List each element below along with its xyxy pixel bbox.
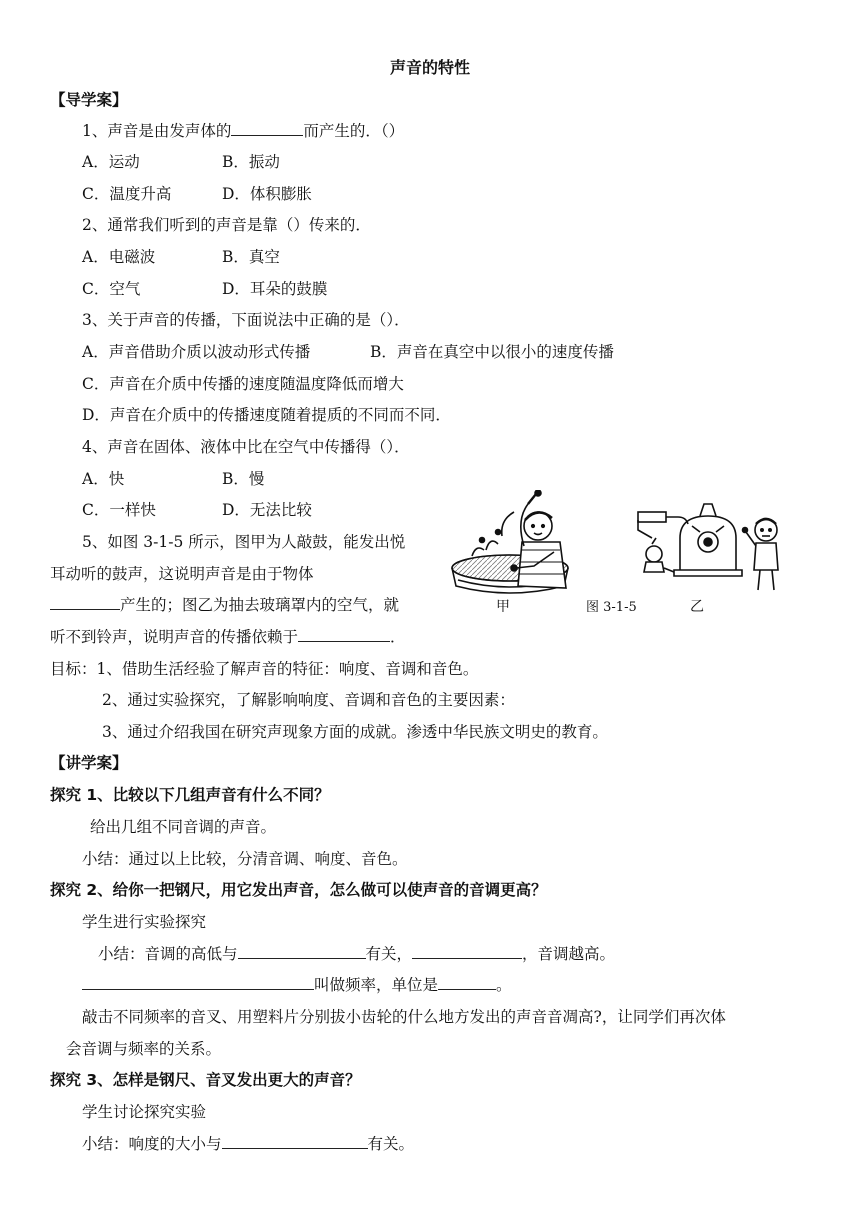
question-5-line-1: 5、如图 3-1-5 所示，图甲为人敲鼓，能发出悦 <box>82 533 406 551</box>
figure-label-jia: 甲 <box>496 599 510 612</box>
figure-3-1-5 <box>442 490 804 612</box>
answer-blank[interactable] <box>82 975 314 990</box>
q4-option-b: B．慢 <box>222 470 265 488</box>
inquiry-3-heading: 探究 3、怎样是钢尺、音叉发出更大的声音？ <box>50 1071 361 1089</box>
q1-option-c: C．温度升高 <box>82 185 172 203</box>
inquiry-3-summary-start: 小结：响度的大小与 <box>82 1135 222 1153</box>
question-5-line-2: 耳动听的鼓声，这说明声音是由于物体 <box>50 565 314 583</box>
answer-blank[interactable] <box>231 121 303 136</box>
question-3: 3、关于声音的传播，下面说法中正确的是（）． <box>82 311 410 329</box>
q1-option-a: A．运动 <box>82 153 140 171</box>
q3-option-b: B．声音在真空中以很小的速度传播 <box>370 343 614 361</box>
inquiry-2-summary-end: ，音调越高。 <box>522 945 616 963</box>
inquiry-2-summary-mid: 有关， <box>365 945 413 963</box>
inquiry-2-frequency <box>82 975 512 995</box>
bell-jar-illustration <box>638 504 778 590</box>
q4-option-c: C．一样快 <box>82 501 156 519</box>
inquiry-2-summary <box>98 944 615 964</box>
inquiry-2-paragraph-2: 会音调与频率的关系。 <box>66 1040 222 1058</box>
goal-2: 2、通过实验探究，了解影响响度、音调和音色的主要因素： <box>102 691 515 709</box>
page-title: 声音的特性 <box>389 58 470 77</box>
figure-caption: 图 3-1-5 <box>586 600 637 612</box>
answer-blank[interactable] <box>438 975 496 990</box>
q1-option-d: D．体积膨胀 <box>222 185 312 203</box>
question-2: 2、通常我们听到的声音是靠（）传来的． <box>82 216 371 234</box>
question-1-stem-start: 1、声音是由发声体的 <box>82 122 232 140</box>
inquiry-3-summary <box>82 1134 414 1154</box>
question-5-line-4-end: ． <box>390 628 406 646</box>
inquiry-1-summary: 小结：通过以上比较，分清音调、响度、音色。 <box>82 850 408 868</box>
q2-option-a: A．电磁波 <box>82 248 156 266</box>
question-5-line-4 <box>50 627 406 647</box>
question-1 <box>82 121 404 141</box>
q3-option-a: A．声音借助介质以波动形式传播 <box>82 343 311 361</box>
figure-illustration <box>442 490 804 612</box>
inquiry-2-frequency-text: 叫做频率，单位是 <box>314 976 439 994</box>
question-5-line-3-text: 产生的；图乙为抽去玻璃罩内的空气，就 <box>120 596 400 614</box>
q4-option-a: A．快 <box>82 470 125 488</box>
inquiry-3-summary-end: 有关。 <box>367 1135 415 1153</box>
inquiry-2-summary-start: 小结：音调的高低与 <box>98 945 238 963</box>
section-heading-guide: 【导学案】 <box>50 91 128 109</box>
inquiry-1-heading: 探究 1、比较以下几组声音有什么不同？ <box>50 786 330 804</box>
q3-option-d: D．声音在介质中的传播速度随着提质的不同而不同． <box>82 406 451 424</box>
q2-option-c: C．空气 <box>82 280 141 298</box>
goal-1: 目标：1、借助生活经验了解声音的特征：响度、音调和音色。 <box>50 660 479 678</box>
q3-option-c: C．声音在介质中传播的速度随温度降低而增大 <box>82 375 404 393</box>
section-heading-lecture: 【讲学案】 <box>50 754 128 772</box>
question-1-stem-end: 而产生的．（） <box>303 122 405 140</box>
inquiry-2-body: 学生进行实验探究 <box>82 913 207 931</box>
q2-option-d: D．耳朵的鼓膜 <box>222 280 328 298</box>
goal-3: 3、通过介绍我国在研究声现象方面的成就。渗透中华民族文明史的教育。 <box>102 723 608 741</box>
answer-blank[interactable] <box>50 595 120 610</box>
inquiry-2-frequency-end: 。 <box>496 976 512 994</box>
answer-blank[interactable] <box>222 1134 368 1149</box>
question-5-line-3 <box>50 595 399 615</box>
answer-blank[interactable] <box>412 944 522 959</box>
question-4: 4、声音在固体、液体中比在空气中传播得（）． <box>82 438 410 456</box>
drum-illustration <box>452 490 568 593</box>
inquiry-2-paragraph-1: 敲击不同频率的音叉、用塑料片分别拔小齿轮的什么地方发出的声音音凋高?，让同学们再次体 <box>82 1008 726 1026</box>
inquiry-1-body: 给出几组不同音调的声音。 <box>90 818 277 836</box>
figure-label-yi: 乙 <box>690 599 704 612</box>
q2-option-b: B．真空 <box>222 248 280 266</box>
q4-option-d: D．无法比较 <box>222 501 312 519</box>
inquiry-2-heading: 探究 2、给你一把钢尺，用它发出声音，怎么做可以使声音的音调更高？ <box>50 881 547 899</box>
inquiry-3-body: 学生讨论探究实验 <box>82 1103 207 1121</box>
q1-option-b: B．振动 <box>222 153 280 171</box>
answer-blank[interactable] <box>238 944 366 959</box>
answer-blank[interactable] <box>298 627 390 642</box>
question-5-line-4-text: 听不到铃声，说明声音的传播依赖于 <box>50 628 299 646</box>
